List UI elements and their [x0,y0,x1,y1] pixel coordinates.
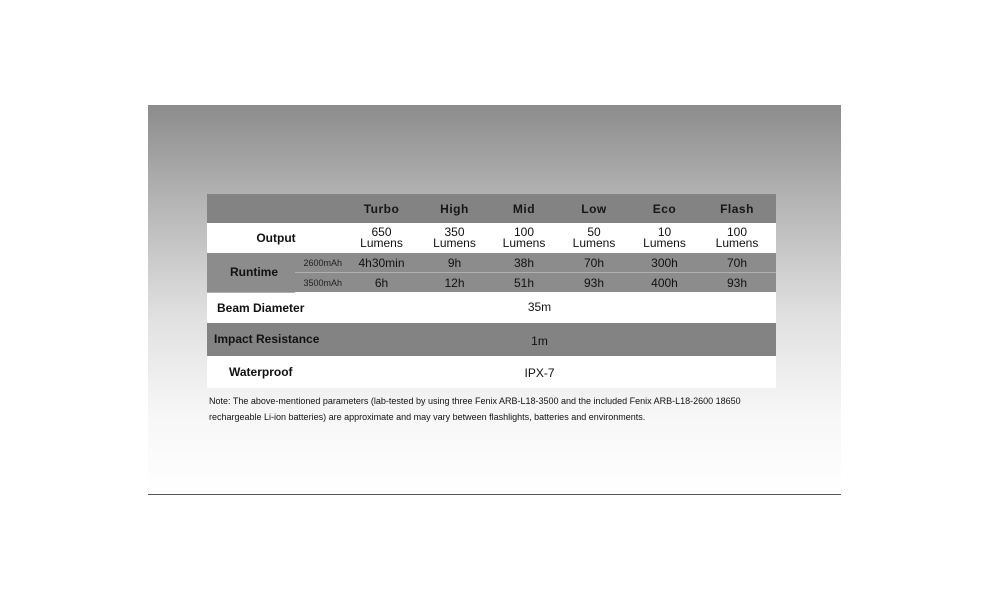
output-label: Output [207,223,345,253]
output-cell-low [557,223,631,253]
output-cell-high [418,223,491,253]
output-value: 100 [513,225,535,239]
impact-resistance-label: Impact Resistance [207,323,345,356]
beam-diameter-row [207,292,776,323]
runtime-cell: 70h [698,253,776,273]
runtime-row-2600 [207,253,776,273]
runtime-label: Runtime [207,253,295,292]
output-unit: Lumens [360,236,403,250]
runtime-cell: 93h [557,273,631,293]
col-header-low: Low [557,194,631,223]
runtime-cell: 400h [631,273,698,293]
impact-resistance-value: 1m [345,323,776,356]
output-value: 350 [444,225,465,239]
runtime-cell: 4h30min [345,253,418,273]
output-unit: Lumens [502,236,546,250]
col-header-mid: Mid [491,194,557,223]
output-unit: Lumens [572,236,616,250]
header-blank-cell [207,194,345,223]
waterproof-label: Waterproof [207,356,345,388]
spec-panel [148,105,841,495]
battery-capacity-label: 2600mAh [295,253,345,273]
output-value: 50 [587,225,601,239]
waterproof-row [207,356,776,388]
output-row [207,223,776,253]
impact-resistance-row [207,323,776,356]
runtime-cell: 300h [631,253,698,273]
output-value: 10 [657,225,672,239]
footnote-line-1: Note: The above-mentioned parameters (lab-tested by using three Fenix ARB-L18-3500 and the included Fenix ARB-L18-2600 18650 [209,396,741,406]
runtime-cell: 12h [418,273,491,293]
beam-diameter-label: Beam Diameter [207,292,345,323]
runtime-cell: 38h [491,253,557,273]
col-header-high: High [418,194,491,223]
output-cell-turbo [345,223,418,253]
footnote [209,393,789,425]
output-unit: Lumens [715,236,759,250]
runtime-cell: 93h [698,273,776,293]
output-cell-eco [631,223,698,253]
header-row [207,194,776,223]
col-header-eco: Eco [631,194,698,223]
col-header-flash: Flash [698,194,776,223]
spec-table [207,194,776,388]
beam-diameter-value: 35m [345,292,776,323]
output-cell-flash [698,223,776,253]
footnote-line-2: rechargeable Li-ion batteries) are approximate and may vary between flashlights, batteries and environments. [209,412,646,422]
output-cell-mid [491,223,557,253]
runtime-cell: 9h [418,253,491,273]
output-value: 650 [371,225,392,239]
output-unit: Lumens [643,236,686,250]
battery-capacity-label: 3500mAh [295,273,345,293]
output-unit: Lumens [433,236,476,250]
waterproof-value: IPX-7 [345,356,776,388]
runtime-cell: 51h [491,273,557,293]
output-value: 100 [726,225,748,239]
runtime-cell: 70h [557,253,631,273]
runtime-cell: 6h [345,273,418,293]
col-header-turbo: Turbo [345,194,418,223]
